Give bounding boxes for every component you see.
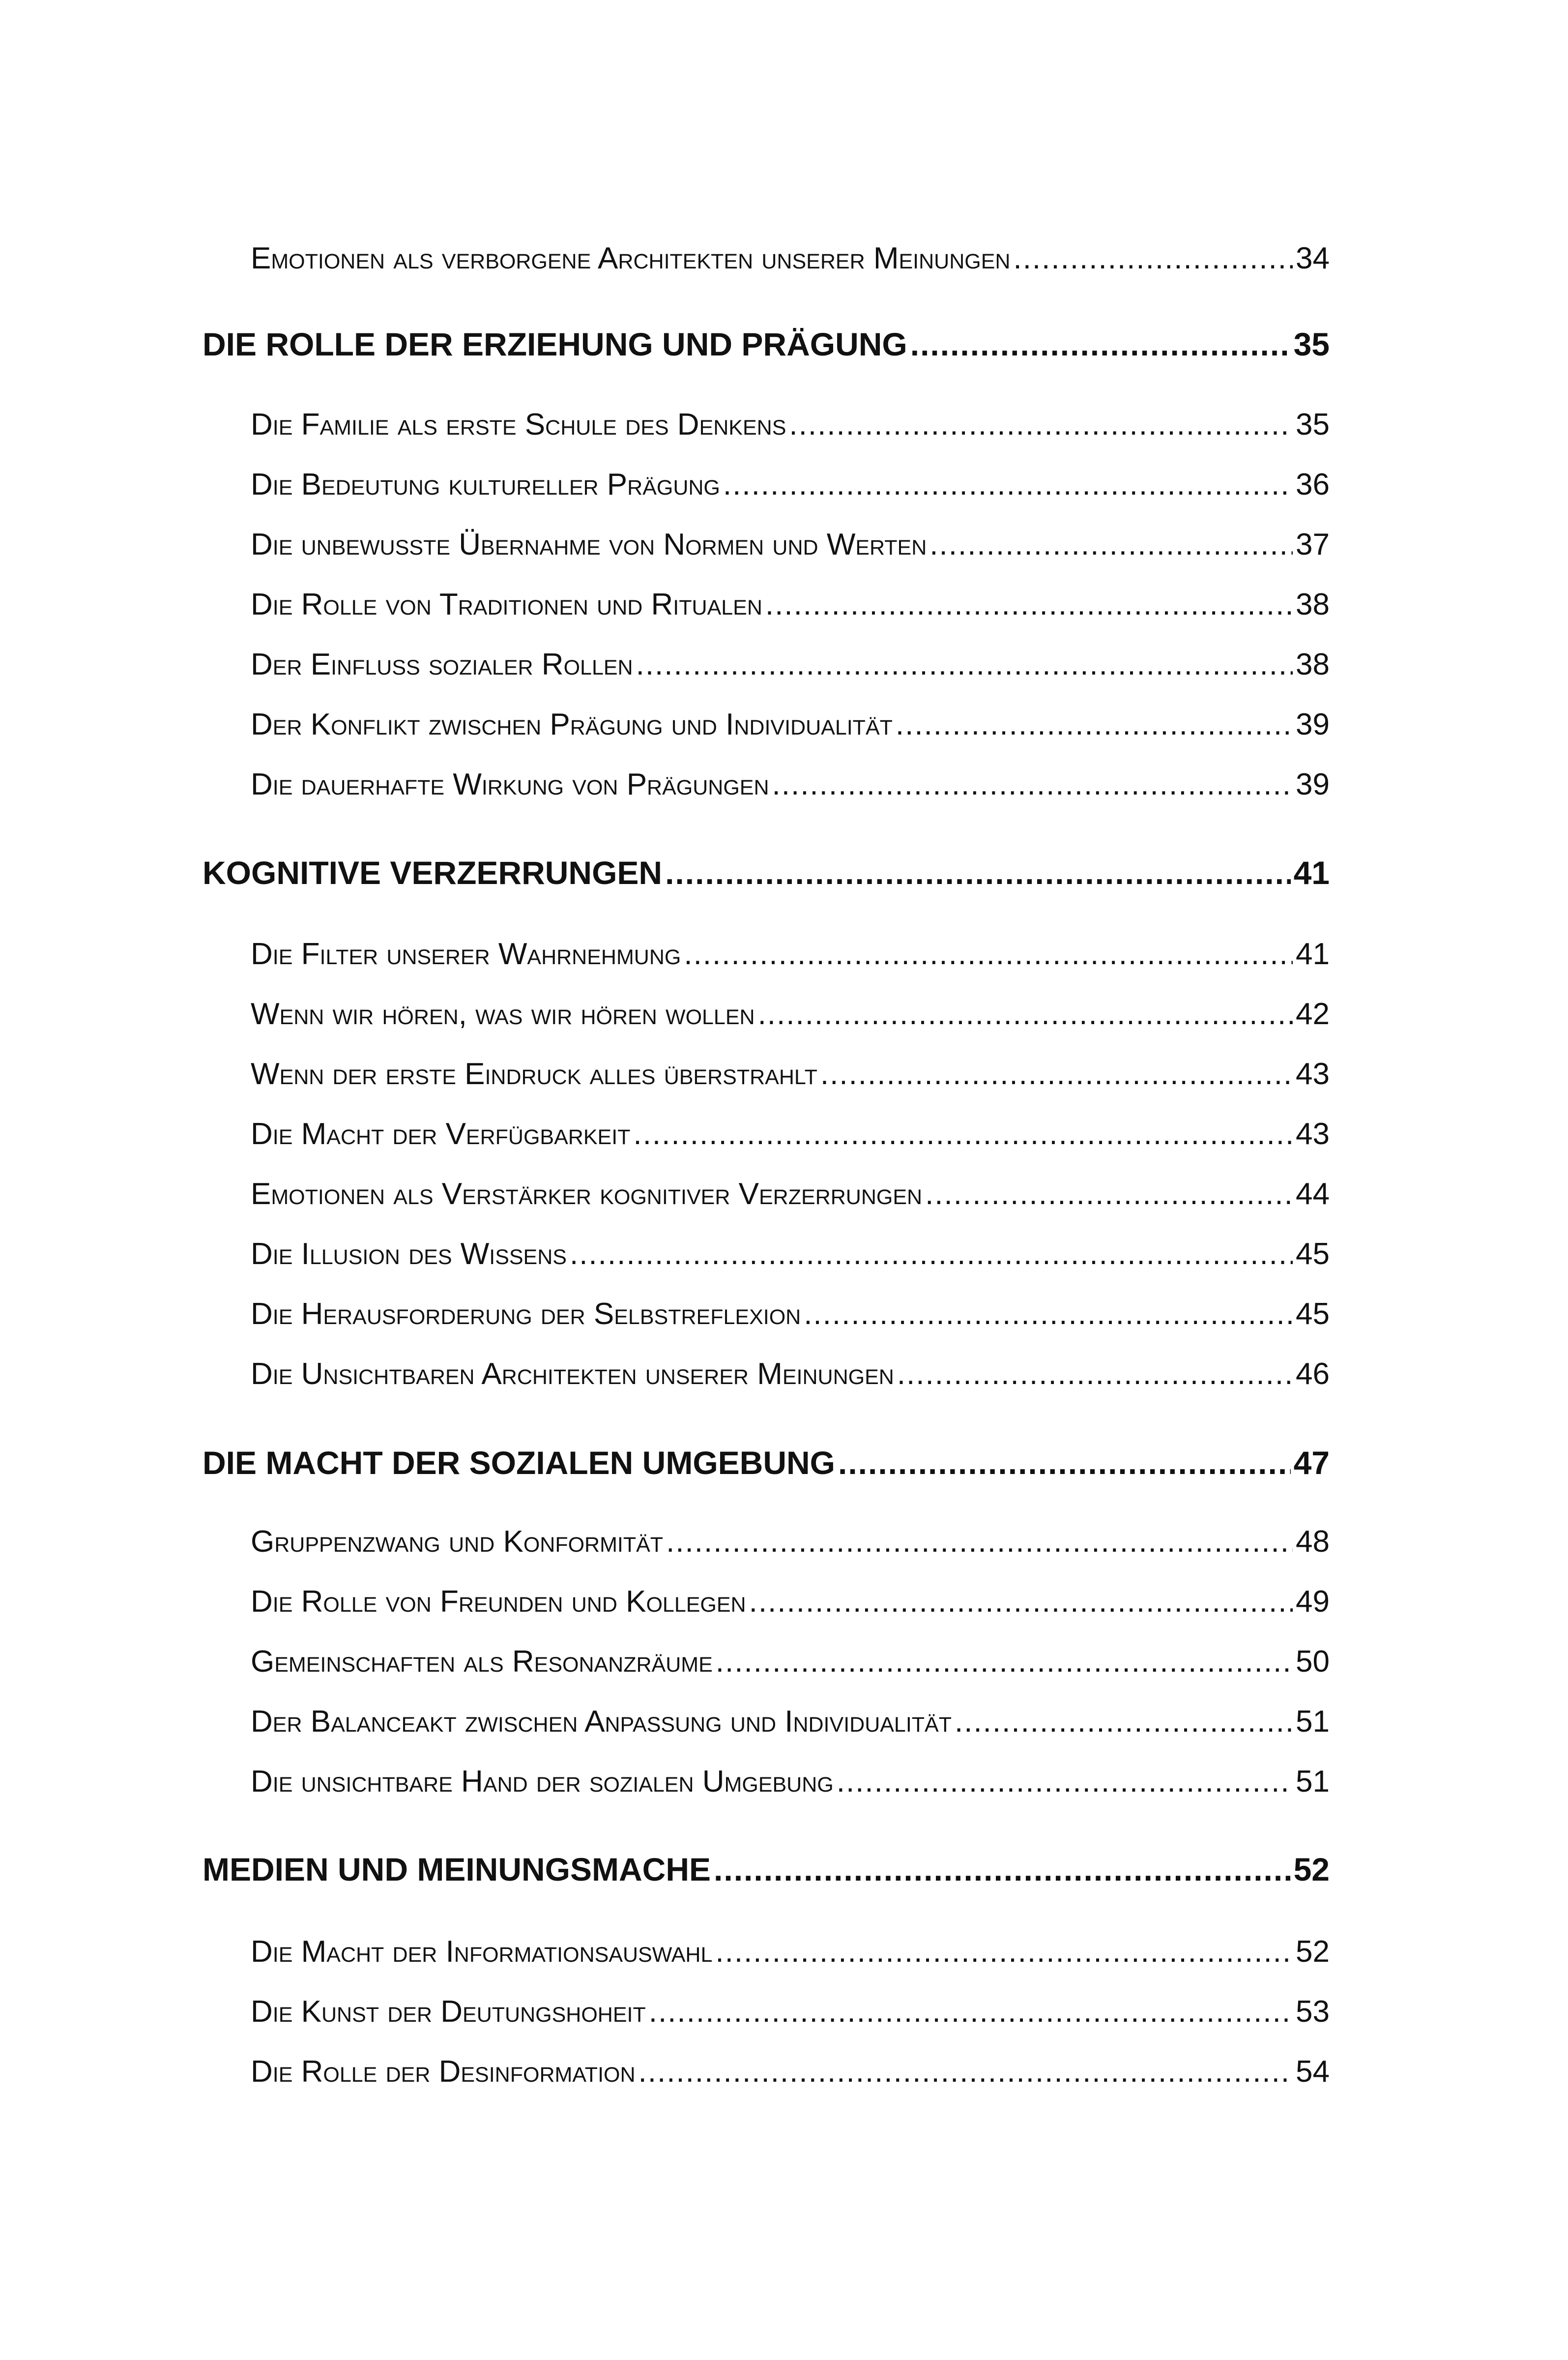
- dot-leader: [789, 407, 1293, 442]
- toc-chapter-heading: [203, 324, 1330, 364]
- toc-entry: [251, 1237, 1330, 1272]
- page-number: 51: [1296, 1765, 1330, 1799]
- entry-title: Die Macht der Verfügbarkeit: [251, 1117, 631, 1151]
- dot-leader: [714, 1850, 1291, 1889]
- entry-title: Die unbewusste Übernahme von Normen und Werten: [251, 528, 927, 561]
- page-number: 44: [1296, 1177, 1330, 1211]
- entry-title: Der Balanceakt zwischen Anpassung und Individualität: [251, 1705, 952, 1739]
- dot-leader: [715, 1934, 1293, 1970]
- toc-entry: [251, 1704, 1330, 1740]
- page-number: 50: [1296, 1645, 1330, 1679]
- page-number: 52: [1296, 1935, 1330, 1969]
- page-number: 45: [1296, 1297, 1330, 1331]
- page-number: 35: [1296, 408, 1330, 442]
- entry-title: Wenn wir hören, was wir hören wollen: [251, 997, 755, 1031]
- toc-entry: [251, 1644, 1330, 1680]
- entry-title: Die Filter unserer Wahrnehmung: [251, 937, 681, 971]
- dot-leader: [765, 587, 1293, 622]
- toc-entry: [251, 1584, 1330, 1620]
- chapter-title: MEDIEN UND MEINUNGSMACHE: [203, 1851, 711, 1888]
- page-number: 41: [1296, 937, 1330, 971]
- dot-leader: [804, 1297, 1293, 1332]
- toc-entry: [251, 937, 1330, 972]
- page-number: 42: [1296, 997, 1330, 1031]
- toc-entry: [251, 1177, 1330, 1212]
- dot-leader: [636, 647, 1293, 682]
- entry-title: Der Konflikt zwischen Prägung und Individualität: [251, 708, 893, 741]
- toc-entry: [251, 1057, 1330, 1092]
- page-number: 35: [1293, 326, 1330, 362]
- dot-leader: [772, 767, 1293, 802]
- dot-leader: [570, 1237, 1293, 1272]
- page-number: 45: [1296, 1237, 1330, 1271]
- dot-leader: [925, 1177, 1293, 1212]
- chapter-title: DIE ROLLE DER ERZIEHUNG UND PRÄGUNG: [203, 326, 907, 362]
- toc-chapter-heading: [203, 853, 1330, 892]
- dot-leader: [749, 1584, 1293, 1620]
- dot-leader: [723, 467, 1293, 502]
- page-number: 47: [1293, 1445, 1330, 1481]
- dot-leader: [665, 853, 1290, 892]
- entry-title: Die dauerhafte Wirkung von Prägungen: [251, 767, 769, 801]
- page-number: 46: [1296, 1357, 1330, 1391]
- toc-chapter-heading: [203, 1850, 1330, 1889]
- entry-title: Die Kunst der Deutungshoheit: [251, 1995, 646, 2029]
- page-number: 52: [1293, 1851, 1330, 1888]
- entry-title: Die Bedeutung kultureller Prägung: [251, 468, 720, 502]
- toc-entry: [251, 2054, 1330, 2090]
- dot-leader: [910, 324, 1291, 364]
- toc-entry: [251, 997, 1330, 1032]
- dot-leader: [649, 1994, 1293, 2030]
- page-number: 38: [1296, 588, 1330, 621]
- page-number: 53: [1296, 1995, 1330, 2029]
- dot-leader: [837, 1764, 1293, 1800]
- page-number: 48: [1296, 1525, 1330, 1559]
- page-number: 54: [1296, 2055, 1330, 2089]
- page-number: 37: [1296, 528, 1330, 561]
- dot-leader: [896, 707, 1293, 742]
- entry-title: Gemeinschaften als Resonanzräume: [251, 1645, 713, 1679]
- toc-entry: [251, 467, 1330, 502]
- chapter-title: DIE MACHT DER SOZIALEN UMGEBUNG: [203, 1445, 835, 1481]
- toc-entry: [251, 1764, 1330, 1800]
- page-number: 41: [1293, 855, 1330, 891]
- dot-leader: [955, 1704, 1293, 1740]
- toc-entry: [251, 1524, 1330, 1560]
- dot-leader: [633, 1117, 1293, 1152]
- entry-title: Wenn der erste Eindruck alles überstrahlt: [251, 1057, 817, 1091]
- chapter-title: KOGNITIVE VERZERRUNGEN: [203, 855, 663, 891]
- entry-title: Die unsichtbare Hand der sozialen Umgebung: [251, 1765, 834, 1799]
- entry-title: Gruppenzwang und Konformität: [251, 1525, 664, 1559]
- page-number: 49: [1296, 1585, 1330, 1619]
- dot-leader: [758, 997, 1293, 1032]
- toc-entry: [251, 587, 1330, 622]
- dot-leader: [1013, 241, 1293, 276]
- dot-leader: [897, 1357, 1293, 1392]
- page-number: 43: [1296, 1117, 1330, 1151]
- dot-leader: [929, 527, 1293, 562]
- page-number: 38: [1296, 648, 1330, 681]
- page-number: 51: [1296, 1705, 1330, 1739]
- toc-entry: [251, 707, 1330, 742]
- entry-title: Die Rolle der Desinformation: [251, 2055, 636, 2089]
- page-number: 43: [1296, 1057, 1330, 1091]
- toc-entry: [251, 647, 1330, 682]
- toc-entry: [251, 241, 1330, 276]
- dot-leader: [666, 1524, 1293, 1560]
- page-number: 39: [1296, 767, 1330, 801]
- page-number: 39: [1296, 708, 1330, 741]
- dot-leader: [639, 2054, 1293, 2090]
- toc-entry: [251, 767, 1330, 802]
- toc-entry: [251, 407, 1330, 442]
- page-number: 34: [1296, 241, 1330, 275]
- entry-title: Die Macht der Informationsauswahl: [251, 1935, 713, 1969]
- entry-title: Die Unsichtbaren Architekten unserer Meinungen: [251, 1357, 894, 1391]
- toc-entry: [251, 1357, 1330, 1392]
- dot-leader: [716, 1644, 1293, 1680]
- toc-entry: [251, 1297, 1330, 1332]
- entry-title: Emotionen als verborgene Architekten unserer Meinungen: [251, 241, 1011, 275]
- toc-entry: [251, 527, 1330, 562]
- entry-title: Die Rolle von Freunden und Kollegen: [251, 1585, 746, 1619]
- entry-title: Emotionen als Verstärker kognitiver Verzerrungen: [251, 1177, 923, 1211]
- entry-title: Der Einfluss sozialer Rollen: [251, 648, 633, 681]
- dot-leader: [838, 1443, 1291, 1482]
- toc-entry: [251, 1994, 1330, 2030]
- entry-title: Die Rolle von Traditionen und Ritualen: [251, 588, 762, 621]
- toc-entry: [251, 1117, 1330, 1152]
- entry-title: Die Illusion des Wissens: [251, 1237, 567, 1271]
- dot-leader: [820, 1057, 1293, 1092]
- entry-title: Die Herausforderung der Selbstreflexion: [251, 1297, 801, 1331]
- entry-title: Die Familie als erste Schule des Denkens: [251, 408, 786, 442]
- dot-leader: [684, 937, 1293, 972]
- toc-chapter-heading: [203, 1443, 1330, 1482]
- toc-entry: [251, 1934, 1330, 1970]
- page-number: 36: [1296, 468, 1330, 502]
